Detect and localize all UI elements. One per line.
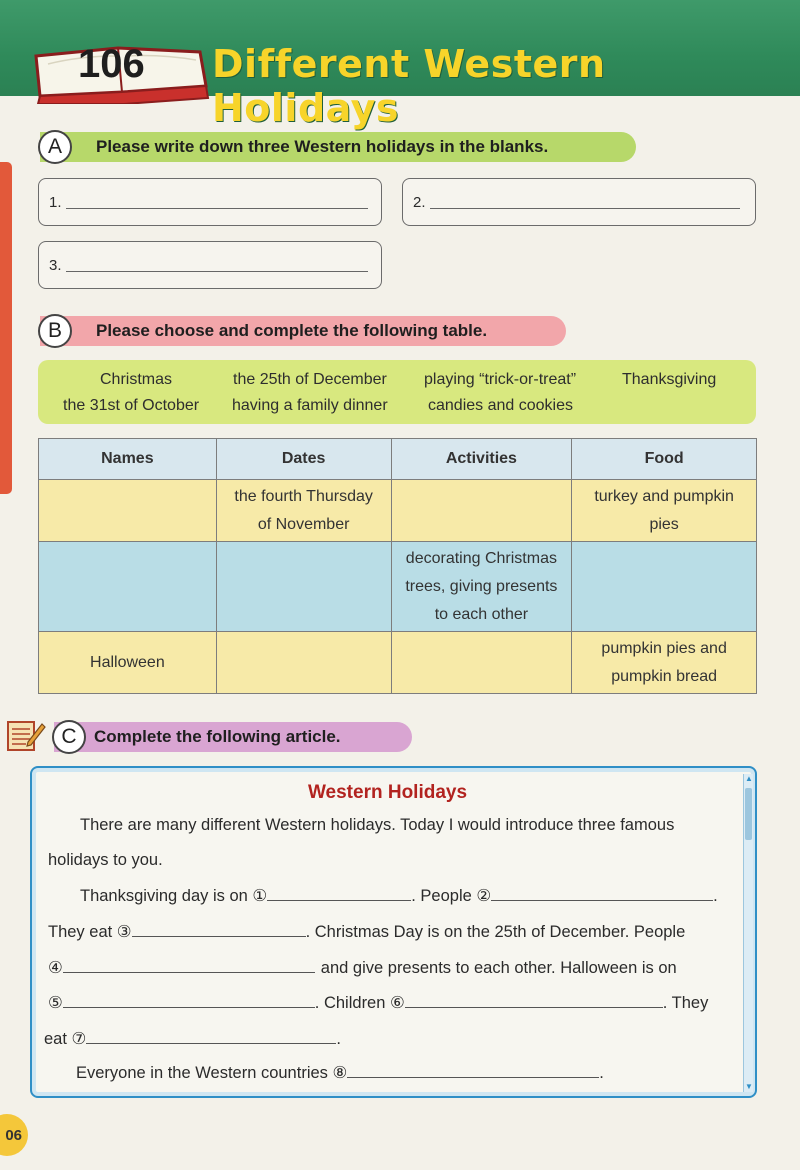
word-bank-item: playing “trick-or-treat” (424, 371, 577, 388)
article-line (44, 1029, 341, 1049)
cell-text: to each other (434, 605, 529, 623)
article-text: . (713, 887, 718, 905)
table-header-row (39, 439, 757, 480)
table-cell-food (572, 632, 757, 694)
section-b-header (40, 316, 566, 346)
article-text: . People ② (411, 887, 492, 905)
article-text: . They (662, 994, 709, 1012)
blank-1[interactable] (267, 888, 411, 901)
blank-8[interactable] (347, 1065, 599, 1078)
blank-field-1[interactable] (38, 178, 382, 226)
blank-line-1 (66, 195, 368, 209)
table-cell-activity[interactable] (391, 480, 572, 542)
cell-text: pies (649, 515, 679, 533)
blank-4[interactable] (63, 960, 315, 973)
side-tab (0, 162, 12, 494)
table-cell-date[interactable] (216, 542, 391, 632)
blank-label-2: 2. (413, 193, 426, 211)
blank-field-2[interactable] (402, 178, 756, 226)
blank-label-1: 1. (49, 193, 62, 211)
cell-text: the fourth Thursday (234, 487, 373, 505)
table-row (39, 480, 757, 542)
cell-text: pumpkin pies and (601, 639, 727, 657)
cell-text: of November (257, 515, 350, 533)
section-a-letter: A (38, 130, 72, 164)
blank-label-3: 3. (49, 256, 62, 274)
article-text: . (336, 1030, 341, 1048)
article-box (30, 766, 757, 1098)
article-text: . Children ⑥ (314, 994, 405, 1012)
article-line (48, 922, 685, 942)
table-row (39, 632, 757, 694)
article-text: . (599, 1064, 604, 1082)
holiday-table (38, 438, 757, 694)
article-text: eat ⑦ (44, 1030, 87, 1048)
table-header: Dates (216, 439, 391, 480)
blank-line-2 (430, 195, 740, 209)
article-text: ④ (48, 959, 63, 977)
word-bank-item: candies and cookies (428, 397, 573, 414)
notepad-pencil-icon (6, 718, 46, 752)
article-text: holidays to you. (48, 851, 163, 869)
table-header: Food (572, 439, 757, 480)
article-line (48, 993, 708, 1013)
word-bank-item: the 25th of December (233, 371, 387, 388)
cell-text: turkey and pumpkin (594, 487, 734, 505)
article-text: ⑤ (48, 994, 63, 1012)
word-bank-item: Thanksgiving (622, 371, 717, 388)
table-cell-activity (391, 542, 572, 632)
article-line (48, 958, 677, 978)
section-c-letter: C (52, 720, 86, 754)
table-cell-name[interactable] (39, 542, 217, 632)
scroll-thumb[interactable] (745, 788, 752, 840)
article-line (80, 886, 718, 906)
table-cell-name: Halloween (39, 632, 217, 694)
blank-field-3[interactable] (38, 241, 382, 289)
cell-text: decorating Christmas (405, 549, 557, 567)
table-header: Names (39, 439, 217, 480)
article-line (80, 816, 674, 835)
word-bank-item: the 31st of October (63, 397, 200, 414)
table-cell-food[interactable] (572, 542, 757, 632)
cell-text: pumpkin bread (611, 667, 718, 685)
article-text: They eat ③ (48, 923, 132, 941)
article-text: . Christmas Day is on the 25th of December. People (305, 923, 686, 941)
article-title: Western Holidays (307, 782, 468, 803)
article-text: Everyone in the Western countries ⑧ (76, 1064, 348, 1082)
section-b-letter: B (38, 314, 72, 348)
article-text: and give presents to each other. Halloween is on (320, 959, 677, 977)
scroll-up-icon[interactable]: ▲ (745, 774, 753, 783)
article-line (76, 1063, 604, 1083)
table-cell-activity[interactable] (391, 632, 572, 694)
scroll-down-icon[interactable]: ▼ (745, 1082, 753, 1091)
blank-line-3 (66, 258, 368, 272)
blank-7[interactable] (86, 1031, 336, 1044)
page-number: 06 (0, 1114, 28, 1156)
article-scrollbar[interactable] (743, 774, 753, 1092)
table-cell-food (572, 480, 757, 542)
word-bank-item: having a family dinner (232, 397, 388, 414)
table-cell-name[interactable] (39, 480, 217, 542)
article-text: There are many different Western holidays. Today I would introduce three famous (80, 816, 675, 834)
page-title: Different Western Holidays (212, 42, 606, 130)
section-a-header (40, 132, 636, 162)
blank-6[interactable] (405, 995, 663, 1008)
section-b-instruction: Please choose and complete the following table. (96, 321, 488, 340)
unit-number: 106 (78, 42, 145, 86)
blank-2[interactable] (491, 888, 713, 901)
word-bank (38, 360, 756, 424)
section-c-header (54, 722, 412, 752)
article-line (48, 851, 163, 870)
blank-5[interactable] (63, 995, 315, 1008)
blank-3[interactable] (132, 924, 306, 937)
section-a-instruction: Please write down three Western holidays in the blanks. (96, 137, 549, 156)
section-c-instruction: Complete the following article. (94, 727, 341, 746)
word-bank-item: Christmas (100, 371, 173, 388)
cell-text: trees, giving presents (405, 577, 558, 595)
table-cell-date[interactable] (216, 632, 391, 694)
article-text: Thanksgiving day is on ① (80, 887, 268, 905)
table-cell-date (216, 480, 391, 542)
table-row (39, 542, 757, 632)
table-header: Activities (391, 439, 572, 480)
